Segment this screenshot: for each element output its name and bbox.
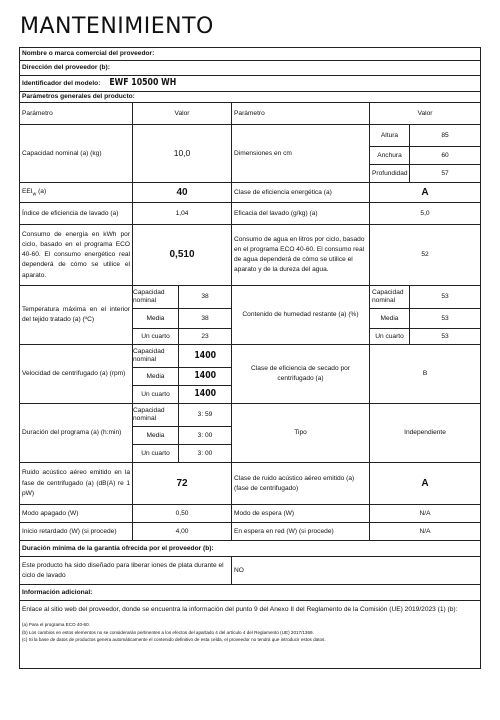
width-label: Anchura <box>370 147 410 165</box>
off-mode-value: 0,50 <box>133 505 232 523</box>
temperature-label: Temperatura máxima en el interior del tejido tratado (a) (ºC) <box>20 286 133 345</box>
duration-quarter-label: Un cuarto <box>133 445 179 462</box>
moisture-quarter-value: 53 <box>410 329 481 345</box>
footer-cell <box>20 601 481 669</box>
capacity-value: 10,0 <box>133 125 232 183</box>
temperature-rated-label: Capacidad nominal <box>133 286 179 308</box>
eei-label: $EEI_w$ (a) <box>20 183 133 203</box>
specs-table <box>19 47 481 669</box>
model-identifier-row <box>20 76 481 92</box>
header-parameter-2: Parámetro <box>232 103 370 125</box>
duration-rated-cell <box>133 404 232 427</box>
footnote-1: (a) Para el programa ECO 40-60. <box>22 622 90 628</box>
supplier-address-label: Dirección del proveedor (b): <box>20 61 481 76</box>
off-mode-label: Modo apagado (W) <box>20 505 133 523</box>
footnote-2: (b) Los cambios en estos elementos no se considerarán pertinentes a los efectos del apartado 4 del artículo 4 del Reglamento (UE) 2017/1369. <box>22 629 314 635</box>
page-title: MANTENIMIENTO <box>20 14 214 39</box>
warranty-label: Duración mínima de la garantía ofrecida por el proveedor (b): <box>20 541 481 557</box>
temperature-quarter-value: 23 <box>201 332 209 340</box>
duration-half-value: 3: 00 <box>197 431 213 439</box>
rinse-label: Eficacia del lavado (g/kg) (a) <box>232 203 370 225</box>
duration-label: Duración del programa (a) (h:min) <box>20 404 133 463</box>
temperature-half-cell <box>133 309 232 329</box>
moisture-half-value: 53 <box>410 309 481 329</box>
duration-quarter-cell <box>133 445 232 463</box>
capacity-label: Capacidad nominal (a) (kg) <box>20 125 133 183</box>
water-consumption-label: Consumo de agua en litros por ciclo, basado en el programa ECO 40-60. El consumo real de agua dependerá de cómo se utilice el aparato y de la dureza del agua. <box>232 225 370 286</box>
footnote-3: (c) Si la base de datos de productos genera automáticamente el contenido definitivo de esta celda, el proveedor no tendrá que introducir estos datos. <box>22 637 326 643</box>
network-standby-value: N/A <box>370 523 481 541</box>
noise-label: Ruido acústico aéreo emitido en la fase de centrifugado (a) (dB(A) re 1 pW) <box>20 463 133 505</box>
spin-class-label: Clase de eficiencia de secado por centrifugado (a) <box>232 345 370 404</box>
energy-class-label: Clase de eficiencia energética (a) <box>232 183 370 203</box>
header-value-2: Valor <box>370 103 481 125</box>
duration-half-label: Media <box>133 427 179 444</box>
moisture-quarter-label: Un cuarto <box>370 329 410 345</box>
moisture-half-label: Media <box>370 309 410 329</box>
height-value: 85 <box>410 125 481 147</box>
spin-speed-label: Velocidad de centrifugado (a) (rpm) <box>20 345 133 404</box>
duration-half-cell <box>133 427 232 445</box>
spin-quarter-value: 1400 <box>194 388 216 400</box>
duration-rated-value: 3: 59 <box>197 411 213 419</box>
spin-rated-cell <box>133 345 232 368</box>
noise-class-value: A <box>370 463 481 505</box>
moisture-label: Contenido de humedad restante (a) (%) <box>232 286 370 345</box>
eei-value: 40 <box>133 183 232 203</box>
spin-half-cell <box>133 368 232 386</box>
spin-half-label: Media <box>133 368 179 385</box>
wash-index-value: 1,04 <box>133 203 232 225</box>
standby-value: N/A <box>370 505 481 523</box>
dimensions-label: Dimensiones en cm <box>232 125 370 183</box>
water-consumption-value: 52 <box>370 225 481 286</box>
width-value: 60 <box>410 147 481 165</box>
model-identifier-label: Identificador del modelo: <box>22 80 101 88</box>
spin-rated-label: Capacidad nominal <box>133 345 179 367</box>
energy-consumption-value: 0,510 <box>133 225 232 286</box>
general-params-label: Parámetros generales del producto: <box>20 92 481 103</box>
model-identifier-value: EWF 10500 WH <box>109 77 177 89</box>
temperature-half-label: Media <box>133 309 179 328</box>
standby-label: Modo de espera (W) <box>232 505 370 523</box>
temperature-quarter-cell <box>133 329 232 345</box>
temperature-half-value: 38 <box>201 314 209 322</box>
temperature-quarter-label: Un cuarto <box>133 329 179 344</box>
energy-class-value: A <box>370 183 481 203</box>
duration-rated-label: Capacidad nominal <box>133 404 179 426</box>
header-parameter: Parámetro <box>20 103 133 125</box>
product-information-sheet <box>19 47 480 669</box>
spin-class-value: B <box>370 345 481 404</box>
type-value: Independiente <box>370 404 481 463</box>
network-standby-label: En espera en red (W) (si procede) <box>232 523 370 541</box>
spin-rated-value: 1400 <box>194 349 216 361</box>
spin-half-value: 1400 <box>194 370 216 382</box>
silver-ions-label: Este producto ha sido diseñado para liberar iones de plata durante el ciclo de lavado <box>20 557 232 585</box>
energy-consumption-label: Consumo de energía en kWh por ciclo, basado en el programa ECO 40-60. El consumo energético real dependerá de cómo se utilice el aparato. <box>20 225 133 286</box>
moisture-rated-label: Capacidad nominal <box>370 286 410 309</box>
duration-quarter-value: 3: 00 <box>197 449 213 457</box>
silver-ions-value: NO <box>232 557 481 585</box>
rinse-value: 5,0 <box>370 203 481 225</box>
wash-index-label: Índice de eficiencia de lavado (a) <box>20 203 133 225</box>
depth-label: Profundidad <box>370 165 410 183</box>
depth-value: 57 <box>410 165 481 183</box>
spin-quarter-cell <box>133 386 232 404</box>
supplier-link-text: Enlace al sitio web del proveedor, donde se encuentra la información del punto 9 del Anexo II del Reglamento de la Comisión (UE) 2019/2023 (1) (b): <box>22 606 458 614</box>
temperature-rated-value: 38 <box>201 293 209 301</box>
height-label: Altura <box>370 125 410 147</box>
supplier-name-label: Nombre o marca comercial del proveedor: <box>20 48 481 61</box>
temperature-rated-cell <box>133 286 232 309</box>
delay-start-label: Inicio retardado (W) (si procede) <box>20 523 133 541</box>
additional-info-label: Información adicional: <box>20 585 481 601</box>
moisture-rated-value: 53 <box>410 286 481 309</box>
type-label: Tipo <box>232 404 370 463</box>
noise-class-label: Clase de ruido acústico aéreo emitido (a) (fase de centrifugado) <box>232 463 370 505</box>
delay-start-value: 4,00 <box>133 523 232 541</box>
noise-value: 72 <box>133 463 232 505</box>
header-value: Valor <box>133 103 232 125</box>
spin-quarter-label: Un cuarto <box>133 386 179 403</box>
